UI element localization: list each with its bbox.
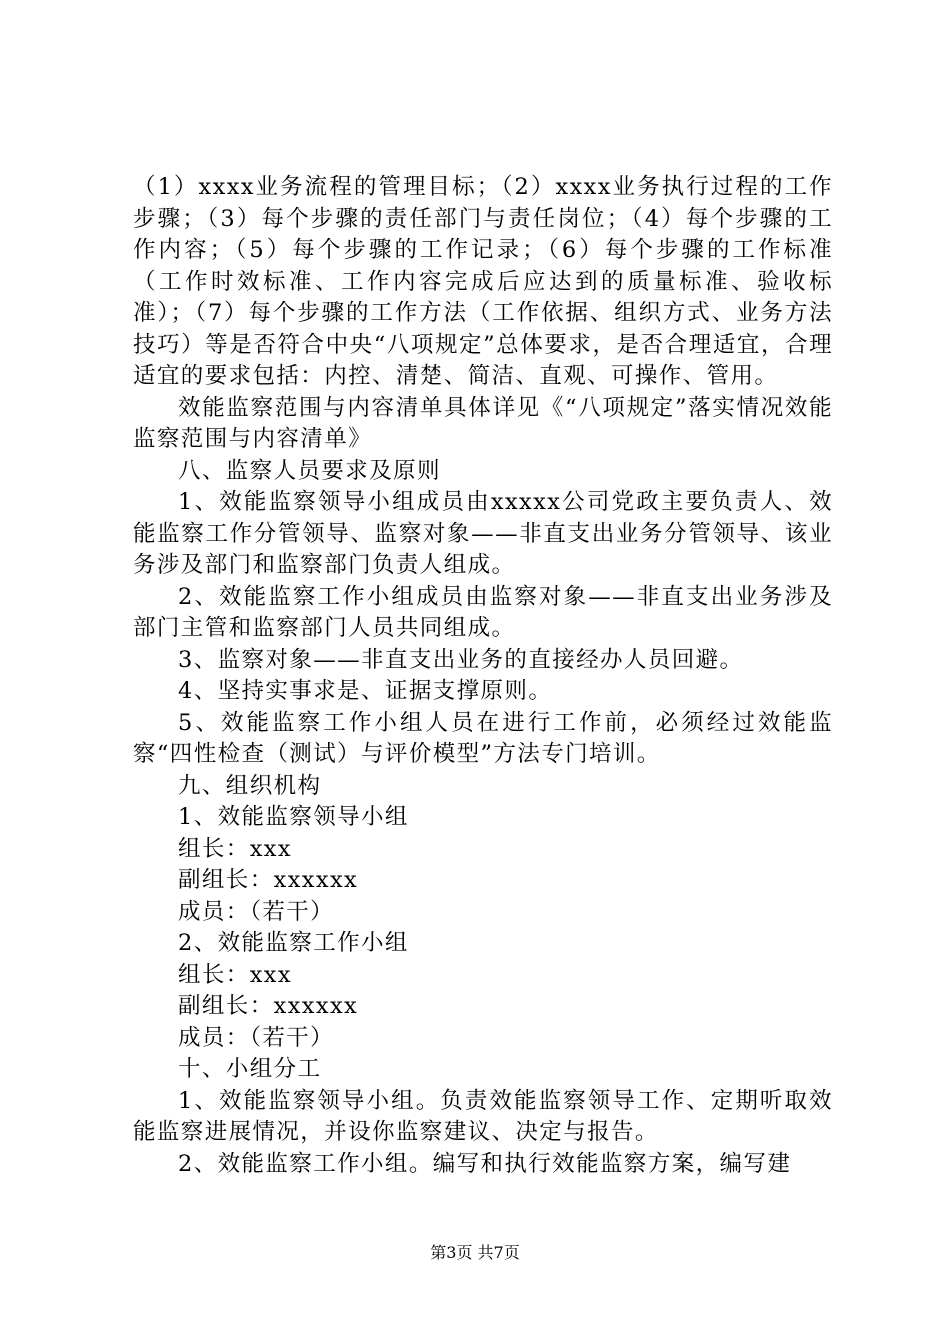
- section-heading: 八、监察人员要求及原则: [178, 457, 441, 484]
- list-item: 组长：xxx: [178, 835, 292, 862]
- page-number-label: 第3页 共7页: [430, 1243, 520, 1262]
- paragraph: 4、坚持实事求是、证据支撑原则。: [178, 678, 553, 704]
- paragraph: （1）xxxx业务流程的管理目标；（2）xxxx业务执行过程的工作步骤；（3）每个步骤的责任部门与责任岗位；（4）每个步骤的工作内容；（5）每个步骤的工作记录；（6）每个步骤的工作标准（工作时效标准、工作内容完成后应达到的质量标准、验收标准）；（7）每个步骤的工作方法（工作依据、组织方式、业务方法技巧）等是否符合中央“八项规定”总体要求，是否合理适宜，合理适宜的要求包括：内控、清楚、简洁、直观、可操作、管用。: [133, 174, 833, 389]
- list-item: 1、效能监察领导小组: [178, 804, 409, 830]
- list-item: 副组长：xxxxxx: [178, 867, 359, 893]
- section-heading: 十、小组分工: [178, 1056, 322, 1082]
- paragraph: 5、效能监察工作小组人员在进行工作前，必须经过效能监察“四性检查（测试）与评价模型”方法专门培训。: [133, 709, 833, 767]
- paragraph: 2、效能监察工作小组。编写和执行效能监察方案，编写建: [178, 1150, 792, 1177]
- paragraph: 效能监察范围与内容清单具体详见《“八项规定”落实情况效能监察范围与内容清单》: [133, 394, 833, 452]
- list-item: 成员：（若干）: [178, 1024, 335, 1051]
- section-heading: 九、组织机构: [178, 772, 322, 799]
- page-footer: [0, 1243, 950, 1263]
- list-item: 组长：xxx: [178, 961, 292, 988]
- paragraph: 1、效能监察领导小组。负责效能监察领导工作、定期听取效能监察进展情况，并设你监察建议、决定与报告。: [133, 1087, 833, 1145]
- paragraph: 2、效能监察工作小组成员由监察对象——非直支出业务涉及部门主管和监察部门人员共同组成。: [133, 583, 833, 641]
- list-item: 副组长：xxxxxx: [178, 993, 359, 1019]
- document-body: [133, 172, 833, 1180]
- paragraph: 1、效能监察领导小组成员由xxxxx公司党政主要负责人、效能监察工作分管领导、监察对象——非直支出业务分管领导、该业务涉及部门和监察部门负责人组成。: [133, 489, 833, 578]
- paragraph: 3、监察对象——非直支出业务的直接经办人员回避。: [178, 646, 744, 673]
- list-item: 成员：（若干）: [178, 898, 335, 925]
- list-item: 2、效能监察工作小组: [178, 930, 409, 956]
